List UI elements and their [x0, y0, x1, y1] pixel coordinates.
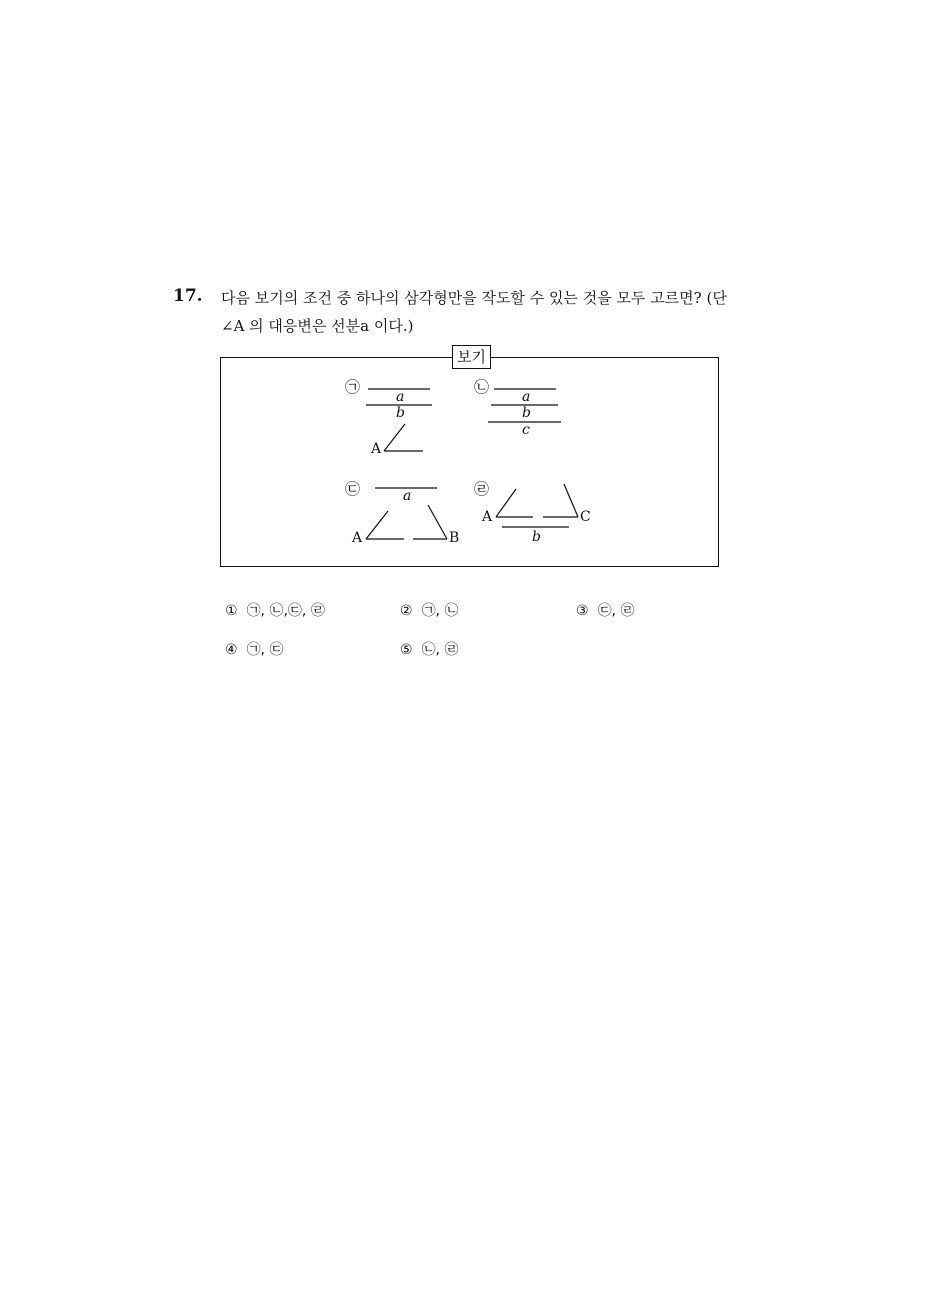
item-3-label-A: A: [352, 530, 363, 546]
item-4-figure: [474, 480, 591, 545]
question-number: 17.: [173, 286, 203, 306]
item-4-label-A: A: [482, 509, 493, 525]
item-4-angle-C-side: [564, 484, 578, 517]
choice-2-number: ②: [400, 603, 413, 619]
item-3-angle-B-side: [428, 505, 447, 539]
item-1-figure: [345, 378, 432, 457]
item-1-marker: ㉠: [345, 378, 361, 396]
item-4-marker: ㉣: [474, 480, 490, 498]
item-2-label-a: a: [522, 389, 531, 405]
choice-4-text: ㉠, ㉢: [246, 642, 284, 658]
example-box-title: 보기: [452, 345, 491, 369]
item-1-label-A: A: [371, 441, 382, 457]
item-4-label-b: b: [532, 529, 541, 545]
item-1-angle-side-2: [384, 424, 405, 451]
item-3-figure: [345, 480, 459, 546]
item-3-angle-A-side: [366, 511, 388, 539]
item-2-figure: [474, 378, 561, 438]
item-2-label-c: c: [522, 422, 530, 438]
item-3-marker: ㉢: [345, 480, 361, 498]
answer-choice-4[interactable]: [225, 639, 283, 659]
choice-4-number: ④: [225, 642, 238, 658]
answer-choice-5[interactable]: [400, 639, 458, 659]
answer-choice-3[interactable]: [576, 600, 634, 620]
item-3-label-B: B: [449, 530, 460, 546]
choice-1-text: ㉠, ㉡,㉢, ㉣: [246, 603, 325, 619]
item-3-label-a: a: [403, 488, 412, 504]
item-2-marker: ㉡: [474, 378, 490, 396]
item-2-label-b: b: [522, 405, 531, 421]
question-text-line-1: 다음 보기의 조건 중 하나의 삼각형만을 작도할 수 있는 것을 모두 고르면? (단: [221, 289, 727, 307]
item-4-label-C: C: [580, 509, 591, 525]
choice-1-number: ①: [225, 603, 238, 619]
item-1-label-b: b: [396, 405, 405, 421]
choice-5-text: ㉡, ㉣: [421, 642, 459, 658]
choice-3-number: ③: [576, 603, 589, 619]
question-text-line-2: ∠A 의 대응변은 선분a 이다.): [221, 317, 414, 335]
choice-3-text: ㉢, ㉣: [597, 603, 635, 619]
choice-5-number: ⑤: [400, 642, 413, 658]
answer-choice-2[interactable]: [400, 600, 458, 620]
item-4-angle-A-side: [496, 489, 516, 517]
answer-choice-1[interactable]: [225, 600, 325, 620]
choice-2-text: ㉠, ㉡: [421, 603, 459, 619]
item-1-label-a: a: [396, 389, 405, 405]
